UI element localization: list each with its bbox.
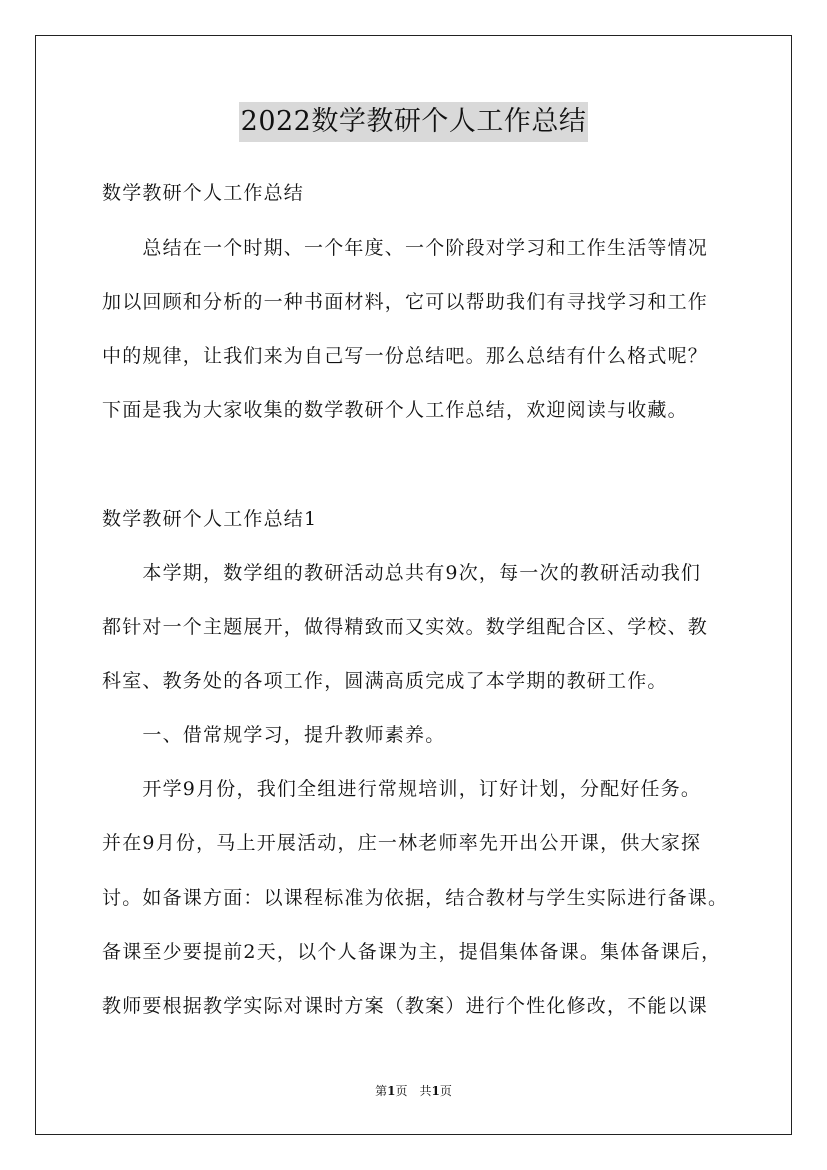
paragraph-line: 都针对一个主题展开，做得精致而又实效。数学组配合区、学校、教 [102, 616, 709, 638]
paragraph-line: 科室、教务处的各项工作，圆满高质完成了本学期的教研工作。 [102, 670, 668, 692]
paragraph-line: 一、借常规学习，提升教师素养。 [102, 724, 446, 746]
footer-suffix: 页 [439, 1084, 452, 1098]
paragraph-line: 中的规律，让我们来为自己写一份总结吧。那么总结有什么格式呢？ [102, 345, 709, 367]
page-footer [0, 1083, 827, 1099]
section-heading: 数学教研个人工作总结1 [102, 508, 318, 530]
title-container [0, 102, 827, 142]
paragraph-line: 总结在一个时期、一个年度、一个阶段对学习和工作生活等情况 [102, 237, 709, 259]
paragraph-line: 本学期，数学组的教研活动总共有9次，每一次的教研活动我们 [102, 562, 702, 584]
footer-page-number: 1 [387, 1084, 396, 1098]
paragraph-line: 加以回顾和分析的一种书面材料，它可以帮助我们有寻找学习和工作 [102, 291, 709, 313]
footer-prefix: 第 [375, 1084, 388, 1098]
paragraph-line: 下面是我为大家收集的数学教研个人工作总结，欢迎阅读与收藏。 [102, 399, 688, 421]
paragraph-line: 备课至少要提前2天，以个人备课为主，提倡集体备课。集体备课后， [102, 941, 722, 963]
paragraph-line: 教师要根据教学实际对课时方案（教案）进行个性化修改，不能以课 [102, 995, 709, 1017]
footer-mid: 页 共 [395, 1084, 432, 1098]
paragraph-line: 讨。如备课方面：以课程标准为依据，结合教材与学生实际进行备课。 [102, 887, 729, 909]
document-title: 2022数学教研个人工作总结 [239, 102, 589, 142]
footer-page-total: 1 [431, 1084, 440, 1098]
section-heading: 数学教研个人工作总结 [102, 182, 305, 204]
paragraph-line: 并在9月份，马上开展活动，庄一林老师率先开出公开课，供大家探 [102, 832, 702, 854]
paragraph-line: 开学9月份，我们全组进行常规培训，订好计划，分配好任务。 [102, 778, 702, 800]
